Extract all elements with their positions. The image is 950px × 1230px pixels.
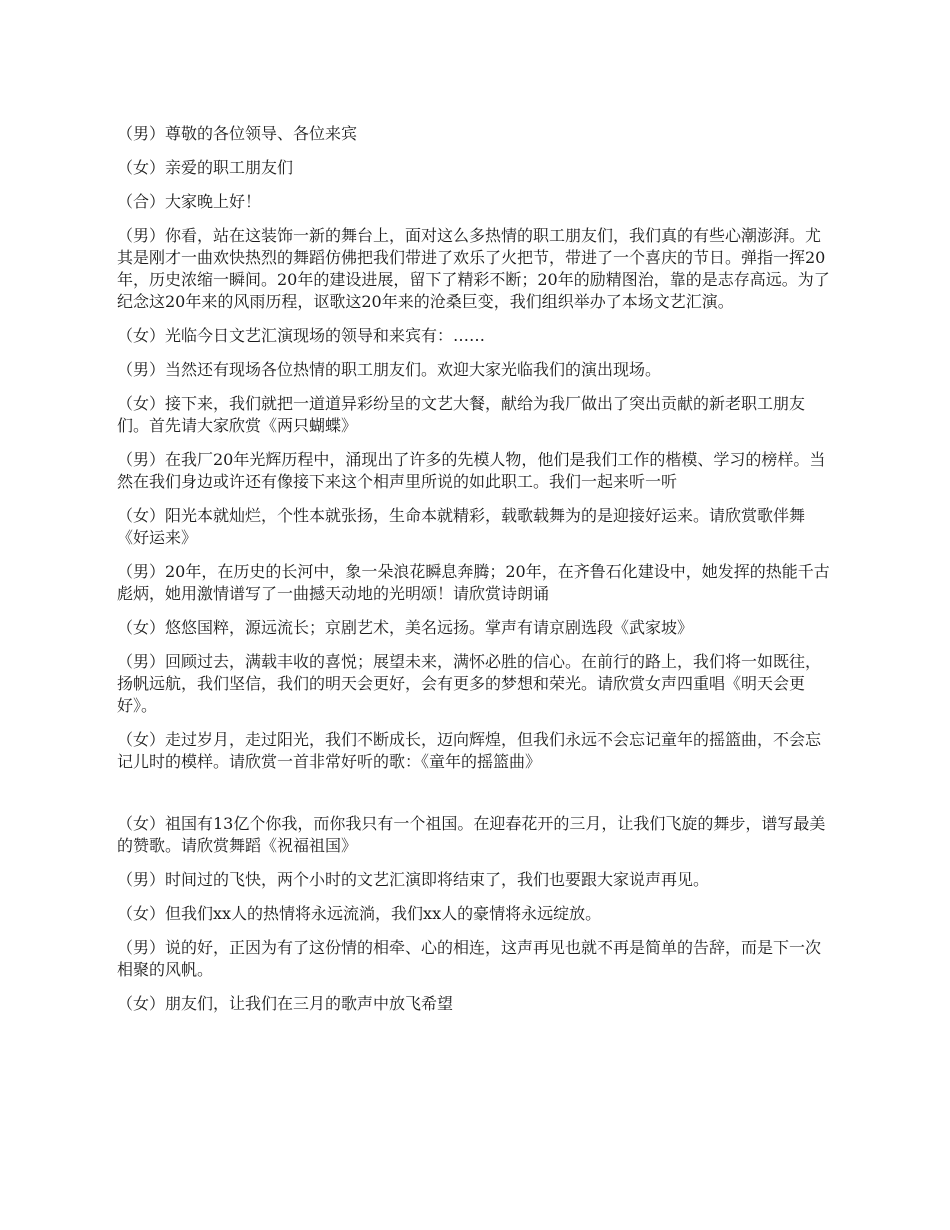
paragraph: （合）大家晚上好！ (117, 192, 262, 211)
paragraph: （男）回顾过去，满载丰收的喜悦；展望未来，满怀必胜的信心。在前行的路上，我们将一如既往，扬帆远航，我们坚信，我们的明天会更好，会有更多的梦想和荣光。请欣赏女声四重唱《明天会更好》。 (117, 652, 822, 715)
paragraph: （女）但我们xx人的热情将永远流淌，我们xx人的豪情将永远绽放。 (117, 904, 602, 923)
paragraph: （女）亲爱的职工朋友们 (117, 158, 294, 177)
paragraph: （男）说的好，正因为有了这份情的相牵、心的相连，这声再见也就不再是简单的告辞，而是下一次相聚的风帆。 (117, 938, 822, 979)
paragraph: （女）接下来，我们就把一道道异彩纷呈的文艺大餐，献给为我厂做出了突出贡献的新老职工朋友们。首先请大家欣赏《两只蝴蝶》 (117, 394, 806, 435)
paragraph: （男）在我厂20年光辉历程中，涌现出了许多的先模人物，他们是我们工作的楷模、学习的榜样。当然在我们身边或许还有像接下来这个相声里所说的如此职工。我们一起来听一听 (117, 450, 826, 491)
paragraph: （男）时间过的飞快，两个小时的文艺汇演即将结束了，我们也要跟大家说声再见。 (117, 870, 710, 889)
paragraph: （男）20年，在历史的长河中，象一朵浪花瞬息奔腾；20年，在齐鲁石化建设中，她发挥的热能千古彪炳，她用激情谱写了一曲撼天动地的光明颂！请欣赏诗朗诵 (117, 562, 830, 603)
paragraph: （女）走过岁月，走过阳光，我们不断成长，迈向辉煌，但我们永远不会忘记童年的摇篮曲，不会忘记儿时的模样。请欣赏一首非常好听的歌：《童年的摇篮曲》 (117, 730, 822, 771)
paragraph: （女）朋友们，让我们在三月的歌声中放飞希望 (117, 994, 454, 1013)
paragraph: （女）悠悠国粹，源远流长；京剧艺术，美名远扬。掌声有请京剧选段《武家坡》 (117, 618, 694, 637)
paragraph: （女）光临今日文艺汇演现场的领导和来宾有：…… (117, 326, 486, 345)
paragraph: （男）尊敬的各位领导、各位来宾 (117, 124, 358, 143)
paragraph: （女）阳光本就灿烂，个性本就张扬，生命本就精彩，载歌载舞为的是迎接好运来。请欣赏歌伴舞《好运来》 (117, 506, 806, 547)
section-gap (117, 785, 835, 813)
paragraph: （男）当然还有现场各位热情的职工朋友们。欢迎大家光临我们的演出现场。 (117, 360, 662, 379)
paragraph: （女）祖国有13亿个你我，而你我只有一个祖国。在迎春花开的三月，让我们飞旋的舞步，谱写最美的赞歌。请欣赏舞蹈《祝福祖国》 (117, 814, 826, 855)
paragraph: （男）你看，站在这装饰一新的舞台上，面对这么多热情的职工朋友们，我们真的有些心潮澎湃。尤其是刚才一曲欢快热烈的舞蹈仿佛把我们带进了欢乐了火把节，带进了一个喜庆的节日。弹指一挥20年，历史浓缩一瞬间。20年的建设进展，留下了精彩不断；20年的励精图治，靠的是志存高远。为了纪念这20年来的风雨历程，讴歌这20年来的沧桑巨变，我们组织举办了本场文艺汇演。 (117, 226, 830, 311)
document-body (117, 123, 835, 1027)
